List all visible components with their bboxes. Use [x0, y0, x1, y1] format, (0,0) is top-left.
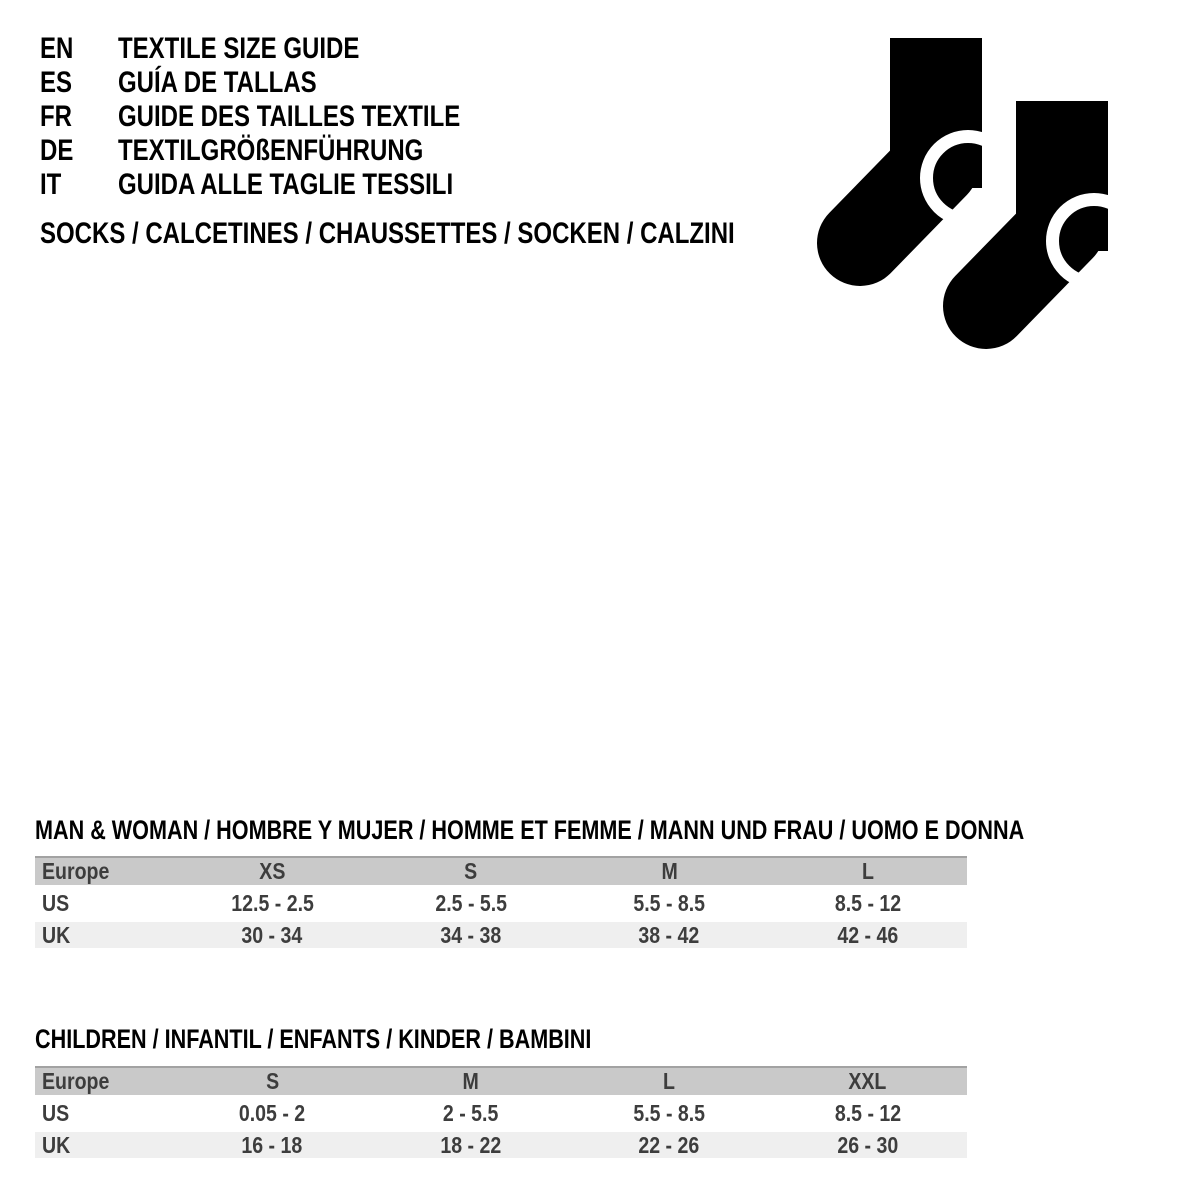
size-value-cell: 2.5 - 5.5	[434, 890, 507, 916]
socks-icon	[808, 28, 1148, 363]
header-cell-region: Europe	[42, 1068, 110, 1094]
table-row-uk	[35, 922, 967, 948]
header-cell-size: XXL	[848, 1068, 887, 1094]
header-cell-size: XS	[259, 858, 286, 884]
language-title: TEXTILE SIZE GUIDE	[118, 32, 360, 65]
size-value-cell: 34 - 38	[440, 921, 502, 948]
row-label-cell: US	[42, 1100, 70, 1126]
table-header-row	[35, 1066, 967, 1095]
table-row-uk	[35, 1132, 967, 1158]
language-row-es	[40, 66, 546, 100]
table-row-us	[35, 1095, 967, 1132]
size-value-cell: 26 - 30	[837, 1131, 899, 1158]
header-cell-size: L	[861, 858, 874, 884]
header-cell-size: M	[661, 858, 678, 884]
language-row-de	[40, 134, 546, 168]
size-value-cell: 2 - 5.5	[443, 1100, 499, 1126]
size-value-cell: 16 - 18	[241, 1131, 303, 1158]
size-value-cell: 8.5 - 12	[834, 1100, 901, 1126]
size-value-cell: 30 - 34	[241, 921, 303, 948]
size-table-man-woman	[35, 856, 967, 948]
language-title: GUÍA DE TALLAS	[118, 66, 317, 99]
size-value-cell: 12.5 - 2.5	[230, 890, 314, 916]
size-value-cell: 22 - 26	[638, 1131, 700, 1158]
size-value-cell: 0.05 - 2	[239, 1100, 306, 1126]
size-value-cell: 18 - 22	[440, 1131, 502, 1158]
language-row-it	[40, 168, 546, 202]
header-cell-size: S	[464, 858, 478, 884]
size-value-cell: 42 - 46	[837, 921, 899, 948]
language-code: ES	[40, 66, 73, 99]
size-value-cell: 5.5 - 8.5	[633, 1100, 706, 1126]
size-table-children	[35, 1066, 967, 1158]
size-table-title-man-woman: MAN & WOMAN / HOMBRE Y MUJER / HOMME ET FEMME / MANN UND FRAU / UOMO E DONNA	[35, 815, 1025, 845]
language-row-fr	[40, 100, 546, 134]
table-header-row	[35, 856, 967, 885]
row-label-cell: UK	[42, 921, 71, 948]
size-value-cell: 8.5 - 12	[834, 890, 901, 916]
size-table-title-children: CHILDREN / INFANTIL / ENFANTS / KINDER / BAMBINI	[35, 1024, 592, 1054]
size-value-cell: 38 - 42	[638, 921, 700, 948]
language-title: TEXTILGRÖßENFÜHRUNG	[118, 134, 424, 167]
header-cell-region: Europe	[42, 858, 110, 884]
language-code: DE	[40, 134, 74, 167]
language-code: IT	[40, 168, 62, 201]
header-cell-size: M	[462, 1068, 479, 1094]
language-title: GUIDA ALLE TAGLIE TESSILI	[118, 168, 454, 201]
language-title: GUIDE DES TAILLES TEXTILE	[118, 100, 461, 133]
language-code: EN	[40, 32, 74, 65]
header-cell-size: L	[663, 1068, 676, 1094]
row-label-cell: UK	[42, 1131, 71, 1158]
product-category-line: SOCKS / CALCETINES / CHAUSSETTES / SOCKEN / CALZINI	[40, 217, 735, 250]
language-code: FR	[40, 100, 72, 133]
table-row-us	[35, 885, 967, 922]
header-cell-size: S	[265, 1068, 279, 1094]
language-title-list	[40, 32, 546, 202]
language-row-en	[40, 32, 546, 66]
row-label-cell: US	[42, 890, 70, 916]
size-value-cell: 5.5 - 8.5	[633, 890, 706, 916]
